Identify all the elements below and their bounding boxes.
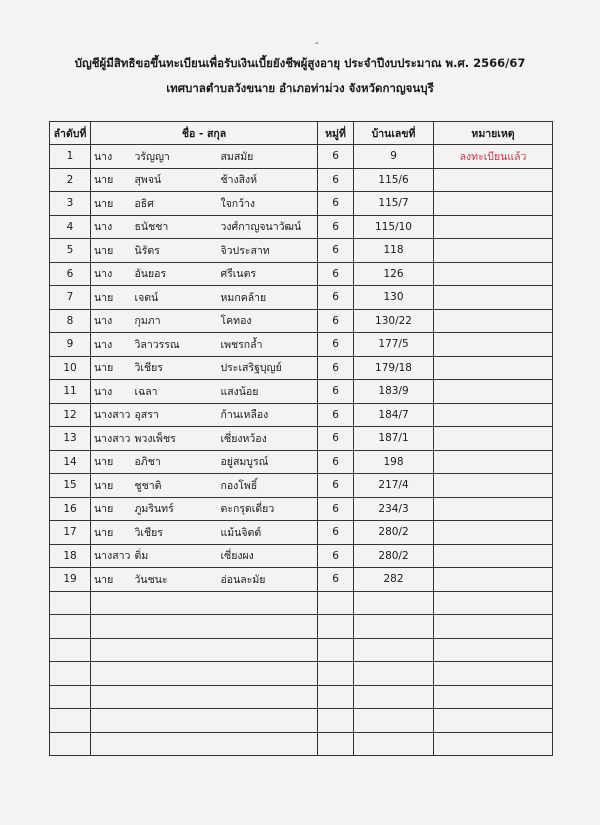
- empty-cell: [434, 732, 553, 756]
- empty-table-row: [50, 615, 553, 639]
- empty-table-row: [50, 732, 553, 756]
- first-name: พวงเพ็ชร: [132, 427, 218, 451]
- moo-number: 6: [318, 192, 354, 216]
- col-header-moo: หมู่ที่: [318, 122, 354, 145]
- first-name: อภิชา: [132, 450, 218, 474]
- empty-table-row: [50, 685, 553, 709]
- first-name: นิรัตร: [132, 239, 218, 263]
- name-prefix: นางสาว: [91, 427, 132, 451]
- empty-cell: [91, 709, 132, 733]
- empty-cell: [354, 709, 434, 733]
- last-name: เพชรกล้ำ: [218, 333, 318, 357]
- name-prefix: นาง: [91, 380, 132, 404]
- moo-number: 6: [318, 497, 354, 521]
- empty-cell: [91, 685, 132, 709]
- empty-cell: [50, 638, 91, 662]
- house-number: 183/9: [354, 380, 434, 404]
- first-name: ชูชาติ: [132, 474, 218, 498]
- name-prefix: นาย: [91, 521, 132, 545]
- last-name: วงศ์กาญจนาวัฒน์: [218, 215, 318, 239]
- name-prefix: นาย: [91, 286, 132, 310]
- empty-cell: [132, 709, 218, 733]
- remark: [434, 333, 553, 357]
- remark: [434, 239, 553, 263]
- empty-cell: [91, 591, 132, 615]
- empty-table-row: [50, 591, 553, 615]
- first-name: เจตน์: [132, 286, 218, 310]
- name-prefix: นาย: [91, 356, 132, 380]
- row-number: 17: [50, 521, 91, 545]
- document-title: บัญชีผู้มีสิทธิขอขึ้นทะเบียนเพื่อรับเงินเบี้ยยังชีพผู้สูงอายุ ประจำปีงบประมาณ พ.ศ. 2566/67: [74, 56, 526, 70]
- remark: [434, 215, 553, 239]
- remark: [434, 356, 553, 380]
- row-number: 5: [50, 239, 91, 263]
- empty-cell: [91, 638, 132, 662]
- moo-number: 6: [318, 239, 354, 263]
- name-prefix: นาง: [91, 215, 132, 239]
- moo-number: 6: [318, 168, 354, 192]
- empty-cell: [132, 615, 218, 639]
- empty-cell: [354, 638, 434, 662]
- empty-cell: [91, 662, 132, 686]
- table-row: [50, 544, 553, 568]
- empty-cell: [354, 685, 434, 709]
- moo-number: 6: [318, 568, 354, 592]
- row-number: 8: [50, 309, 91, 333]
- moo-number: 6: [318, 286, 354, 310]
- house-number: 234/3: [354, 497, 434, 521]
- row-number: 10: [50, 356, 91, 380]
- row-number: 6: [50, 262, 91, 286]
- moo-number: 6: [318, 474, 354, 498]
- empty-cell: [318, 732, 354, 756]
- last-name: กองโพธิ์: [218, 474, 318, 498]
- empty-cell: [132, 685, 218, 709]
- table-body: [50, 145, 553, 756]
- row-number: 15: [50, 474, 91, 498]
- last-name: อยู่สมบูรณ์: [218, 450, 318, 474]
- moo-number: 6: [318, 309, 354, 333]
- empty-cell: [318, 685, 354, 709]
- table-row: [50, 168, 553, 192]
- empty-cell: [218, 709, 318, 733]
- moo-number: 6: [318, 427, 354, 451]
- empty-cell: [218, 732, 318, 756]
- remark: [434, 544, 553, 568]
- house-number: 9: [354, 145, 434, 169]
- row-number: 2: [50, 168, 91, 192]
- last-name: ใจกว้าง: [218, 192, 318, 216]
- remark: [434, 474, 553, 498]
- first-name: วิเชียร: [132, 521, 218, 545]
- moo-number: 6: [318, 380, 354, 404]
- remark: [434, 403, 553, 427]
- table-row: [50, 356, 553, 380]
- table-row: [50, 262, 553, 286]
- remark: ลงทะเบียนแล้ว: [434, 145, 553, 169]
- house-number: 115/6: [354, 168, 434, 192]
- empty-cell: [50, 732, 91, 756]
- empty-cell: [354, 662, 434, 686]
- table-row: [50, 239, 553, 263]
- table-row: [50, 450, 553, 474]
- remark: [434, 192, 553, 216]
- house-number: 184/7: [354, 403, 434, 427]
- empty-cell: [50, 709, 91, 733]
- empty-cell: [50, 591, 91, 615]
- row-number: 18: [50, 544, 91, 568]
- empty-cell: [132, 662, 218, 686]
- moo-number: 6: [318, 450, 354, 474]
- remark: [434, 568, 553, 592]
- remark: [434, 380, 553, 404]
- empty-cell: [318, 638, 354, 662]
- col-header-name: ชื่อ - สกุล: [91, 122, 318, 145]
- empty-cell: [132, 732, 218, 756]
- remark: [434, 286, 553, 310]
- remark: [434, 262, 553, 286]
- name-prefix: นางสาว: [91, 544, 132, 568]
- last-name: เซี่ยงผง: [218, 544, 318, 568]
- row-number: 16: [50, 497, 91, 521]
- last-name: ช้างสิงห์: [218, 168, 318, 192]
- first-name: วรัญญา: [132, 145, 218, 169]
- remark: [434, 309, 553, 333]
- last-name: หมกคล้าย: [218, 286, 318, 310]
- moo-number: 6: [318, 333, 354, 357]
- first-name: อันยอร: [132, 262, 218, 286]
- house-number: 126: [354, 262, 434, 286]
- house-number: 177/5: [354, 333, 434, 357]
- empty-cell: [354, 732, 434, 756]
- name-prefix: นาย: [91, 474, 132, 498]
- table-row: [50, 192, 553, 216]
- remark: [434, 521, 553, 545]
- table-row: [50, 474, 553, 498]
- last-name: ก้านเหลือง: [218, 403, 318, 427]
- row-number: 9: [50, 333, 91, 357]
- name-prefix: นางสาว: [91, 403, 132, 427]
- name-prefix: นาง: [91, 262, 132, 286]
- name-prefix: นาย: [91, 450, 132, 474]
- row-number: 4: [50, 215, 91, 239]
- empty-cell: [218, 685, 318, 709]
- house-number: 187/1: [354, 427, 434, 451]
- moo-number: 6: [318, 544, 354, 568]
- first-name: อุสรา: [132, 403, 218, 427]
- empty-cell: [318, 615, 354, 639]
- empty-cell: [318, 709, 354, 733]
- first-name: วิเชียร: [132, 356, 218, 380]
- moo-number: 6: [318, 403, 354, 427]
- remark: [434, 497, 553, 521]
- empty-cell: [434, 662, 553, 686]
- last-name: แสงน้อย: [218, 380, 318, 404]
- empty-cell: [50, 685, 91, 709]
- document-subtitle: เทศบาลตำบลวังขนาย อำเภอท่าม่วง จังหวัดกาญจนบุรี: [166, 81, 434, 95]
- row-number: 13: [50, 427, 91, 451]
- name-prefix: นาย: [91, 568, 132, 592]
- house-number: 280/2: [354, 521, 434, 545]
- registration-table: [49, 121, 553, 756]
- remark: [434, 427, 553, 451]
- empty-cell: [434, 709, 553, 733]
- house-number: 198: [354, 450, 434, 474]
- house-number: 130/22: [354, 309, 434, 333]
- empty-cell: [434, 638, 553, 662]
- table-row: [50, 427, 553, 451]
- empty-cell: [50, 615, 91, 639]
- table-row: [50, 215, 553, 239]
- house-number: 217/4: [354, 474, 434, 498]
- moo-number: 6: [318, 215, 354, 239]
- last-name: สมสมัย: [218, 145, 318, 169]
- house-number: 282: [354, 568, 434, 592]
- col-header-house: บ้านเลขที่: [354, 122, 434, 145]
- house-number: 280/2: [354, 544, 434, 568]
- row-number: 3: [50, 192, 91, 216]
- last-name: แม้นจิตต์: [218, 521, 318, 545]
- row-number: 11: [50, 380, 91, 404]
- house-number: 118: [354, 239, 434, 263]
- last-name: ประเสริฐบุญย์: [218, 356, 318, 380]
- house-number: 130: [354, 286, 434, 310]
- empty-cell: [218, 662, 318, 686]
- first-name: สุพจน์: [132, 168, 218, 192]
- table-row: [50, 286, 553, 310]
- empty-cell: [132, 638, 218, 662]
- name-prefix: นาย: [91, 192, 132, 216]
- first-name: ติ่ม: [132, 544, 218, 568]
- empty-cell: [434, 591, 553, 615]
- empty-cell: [434, 615, 553, 639]
- first-name: เฉลา: [132, 380, 218, 404]
- table-row: [50, 568, 553, 592]
- empty-cell: [132, 591, 218, 615]
- empty-cell: [318, 662, 354, 686]
- first-name: อธิศ: [132, 192, 218, 216]
- house-number: 115/10: [354, 215, 434, 239]
- table-row: [50, 380, 553, 404]
- first-name: ธนัชชา: [132, 215, 218, 239]
- table-row: [50, 309, 553, 333]
- first-name: ภูมรินทร์: [132, 497, 218, 521]
- empty-cell: [318, 591, 354, 615]
- name-prefix: นาย: [91, 239, 132, 263]
- row-number: 19: [50, 568, 91, 592]
- last-name: ศรีเนตร: [218, 262, 318, 286]
- row-number: 1: [50, 145, 91, 169]
- first-name: กุมภา: [132, 309, 218, 333]
- moo-number: 6: [318, 145, 354, 169]
- name-prefix: นาย: [91, 168, 132, 192]
- row-number: 12: [50, 403, 91, 427]
- empty-cell: [91, 615, 132, 639]
- moo-number: 6: [318, 262, 354, 286]
- name-prefix: นาย: [91, 497, 132, 521]
- table-row: [50, 521, 553, 545]
- moo-number: 6: [318, 356, 354, 380]
- last-name: จิวประสาท: [218, 239, 318, 263]
- empty-table-row: [50, 638, 553, 662]
- page-mark: -: [315, 38, 319, 49]
- col-header-no: ลำดับที่: [50, 122, 91, 145]
- name-prefix: นาง: [91, 145, 132, 169]
- empty-cell: [50, 662, 91, 686]
- last-name: โคทอง: [218, 309, 318, 333]
- table-row: [50, 497, 553, 521]
- col-header-note: หมายเหตุ: [434, 122, 553, 145]
- last-name: เซี่ยงหว้อง: [218, 427, 318, 451]
- first-name: วันชนะ: [132, 568, 218, 592]
- empty-cell: [354, 591, 434, 615]
- empty-cell: [218, 615, 318, 639]
- empty-table-row: [50, 662, 553, 686]
- moo-number: 6: [318, 521, 354, 545]
- last-name: ตะกรุดเดี่ยว: [218, 497, 318, 521]
- remark: [434, 168, 553, 192]
- table-row: [50, 145, 553, 169]
- name-prefix: นาง: [91, 333, 132, 357]
- empty-cell: [91, 732, 132, 756]
- row-number: 14: [50, 450, 91, 474]
- empty-table-row: [50, 709, 553, 733]
- table-header-row: [50, 122, 553, 145]
- house-number: 115/7: [354, 192, 434, 216]
- row-number: 7: [50, 286, 91, 310]
- table-row: [50, 403, 553, 427]
- table-row: [50, 333, 553, 357]
- name-prefix: นาง: [91, 309, 132, 333]
- last-name: อ่อนละมัย: [218, 568, 318, 592]
- first-name: วิลาวรรณ: [132, 333, 218, 357]
- empty-cell: [218, 638, 318, 662]
- empty-cell: [434, 685, 553, 709]
- remark: [434, 450, 553, 474]
- empty-cell: [218, 591, 318, 615]
- empty-cell: [354, 615, 434, 639]
- house-number: 179/18: [354, 356, 434, 380]
